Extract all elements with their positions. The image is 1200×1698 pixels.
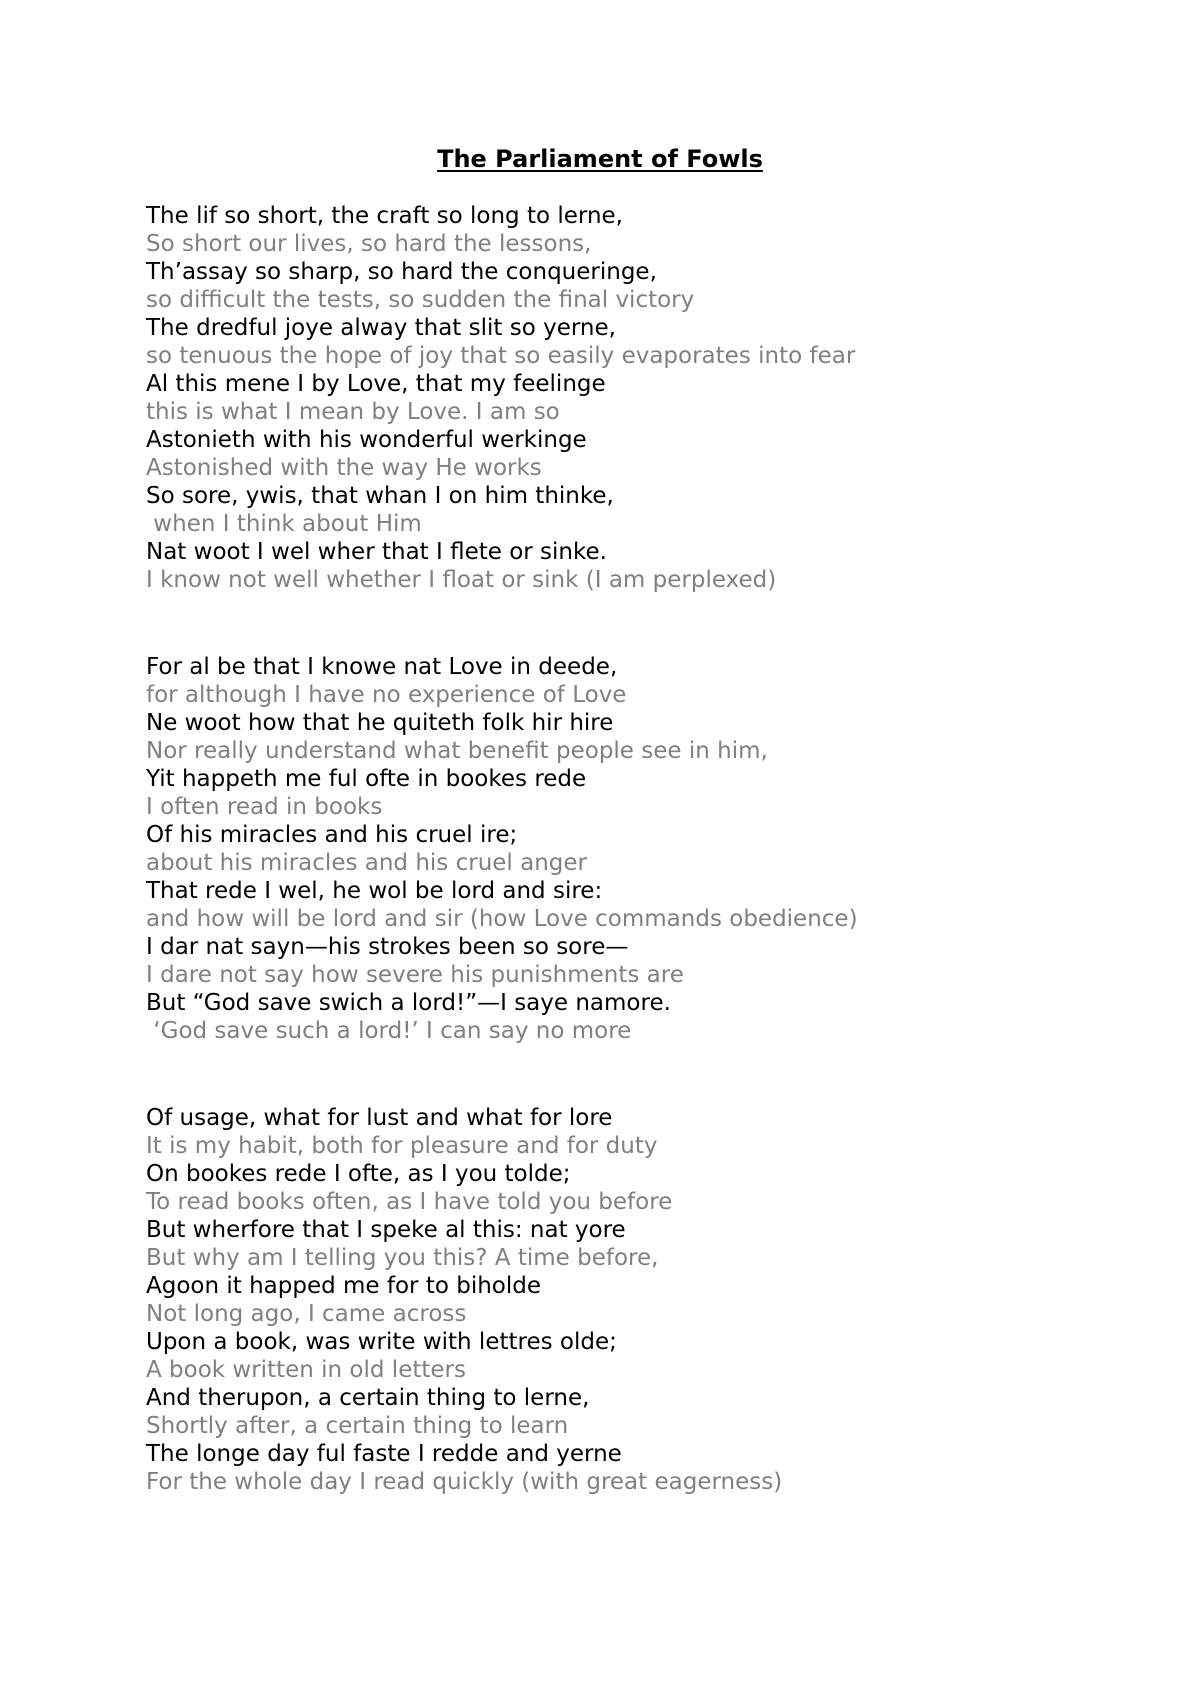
original-line: Upon a book, was write with lettres olde; — [146, 1329, 617, 1355]
original-line: And therupon, a certain thing to lerne, — [146, 1385, 590, 1411]
original-line: Al this mene I by Love, that my feelinge — [146, 371, 606, 397]
original-line: Of his miracles and his cruel ire; — [146, 822, 518, 848]
translation-line: so difficult the tests, so sudden the final victory — [146, 287, 695, 313]
translation-line: Astonished with the way He works — [146, 455, 542, 481]
translation-line: A book written in old letters — [146, 1357, 466, 1383]
original-line: Ne woot how that he quiteth folk hir hire — [146, 710, 614, 736]
translation-line: Nor really understand what benefit people see in him, — [146, 738, 768, 764]
original-line: The dredful joye alway that slit so yerne, — [146, 315, 616, 341]
translation-line: I often read in books — [146, 794, 383, 820]
original-line: That rede I wel, he wol be lord and sire: — [146, 878, 603, 904]
original-line: The lif so short, the craft so long to lerne, — [146, 203, 623, 229]
translation-line: ‘God save such a lord!’ I can say no more — [146, 1018, 632, 1044]
original-line: For al be that I knowe nat Love in deede, — [146, 654, 618, 680]
translation-line: I dare not say how severe his punishments are — [146, 962, 684, 988]
original-line: But wherfore that I speke al this: nat yore — [146, 1217, 626, 1243]
stanza-2 — [146, 653, 1146, 1045]
translation-line: Not long ago, I came across — [146, 1301, 467, 1327]
translation-line: To read books often, as I have told you before — [146, 1189, 673, 1215]
original-line: Astonieth with his wonderful werkinge — [146, 427, 587, 453]
translation-line: when I think about Him — [146, 511, 422, 537]
original-line: Agoon it happed me for to biholde — [146, 1273, 541, 1299]
translation-line: for although I have no experience of Love — [146, 682, 627, 708]
translation-line: Shortly after, a certain thing to learn — [146, 1413, 569, 1439]
original-line: But “God save swich a lord!”—I saye namore. — [146, 990, 671, 1016]
translation-line: I know not well whether I float or sink (I am perplexed) — [146, 567, 777, 593]
translation-line: and how will be lord and sir (how Love commands obedience) — [146, 906, 858, 932]
translation-line: about his miracles and his cruel anger — [146, 850, 588, 876]
original-line: So sore, ywis, that whan I on him thinke, — [146, 483, 614, 509]
translation-line: For the whole day I read quickly (with great eagerness) — [146, 1469, 783, 1495]
translation-line: so tenuous the hope of joy that so easily evaporates into fear — [146, 343, 856, 369]
stanza-1 — [146, 202, 1146, 594]
translation-line: this is what I mean by Love. I am so — [146, 399, 560, 425]
original-line: I dar nat sayn—his strokes been so sore— — [146, 934, 629, 960]
original-line: Of usage, what for lust and what for lore — [146, 1105, 613, 1131]
original-line: The longe day ful faste I redde and yerne — [146, 1441, 622, 1467]
original-line: Nat woot I wel wher that I flete or sinke. — [146, 539, 607, 565]
translation-line: It is my habit, both for pleasure and for duty — [146, 1133, 658, 1159]
original-line: On bookes rede I ofte, as I you tolde; — [146, 1161, 571, 1187]
poem-title: The Parliament of Fowls — [437, 145, 763, 173]
translation-line: But why am I telling you this? A time before, — [146, 1245, 659, 1271]
original-line: Yit happeth me ful ofte in bookes rede — [146, 766, 587, 792]
original-line: Th’assay so sharp, so hard the conqueringe, — [146, 259, 657, 285]
translation-line: So short our lives, so hard the lessons, — [146, 231, 592, 257]
stanza-3 — [146, 1104, 1146, 1496]
